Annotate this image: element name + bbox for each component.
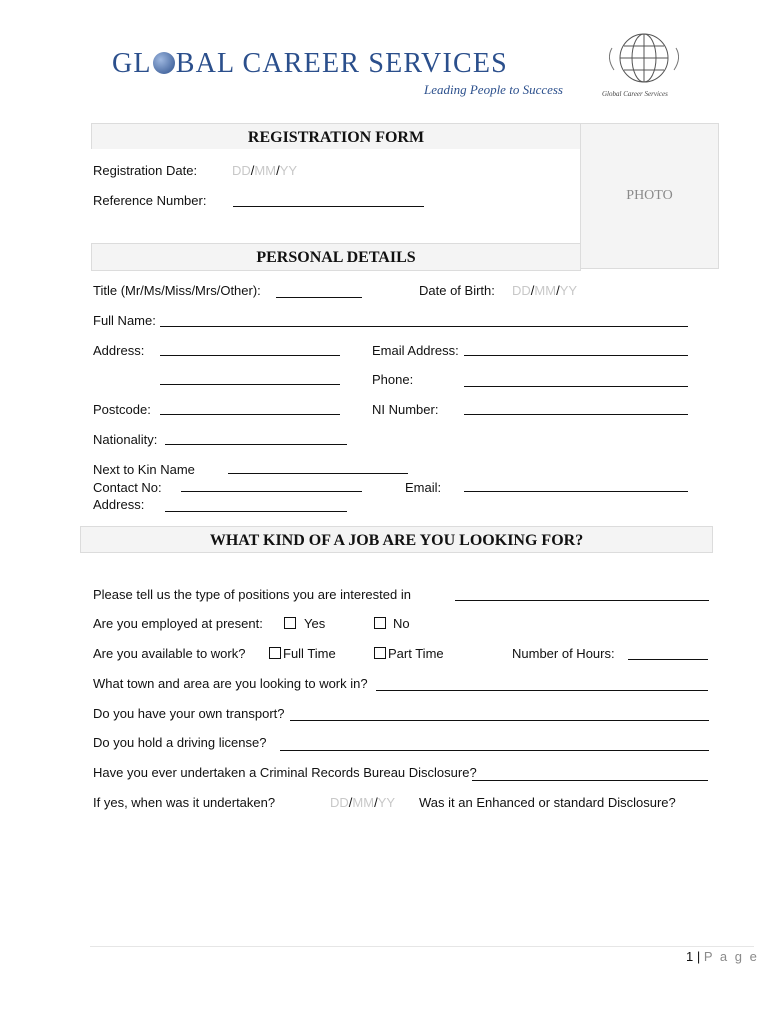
email-address-label: Email Address: bbox=[372, 343, 459, 358]
disclosure-date-question: If yes, when was it undertaken? bbox=[93, 795, 276, 810]
next-of-kin-name-label: Next to Kin Name bbox=[93, 462, 195, 477]
phone-label: Phone: bbox=[372, 372, 414, 387]
contact-number-label: Contact No: bbox=[93, 480, 162, 495]
ni-number-label: NI Number: bbox=[372, 402, 439, 417]
work-town-field[interactable] bbox=[376, 690, 708, 691]
photo-label: PHOTO bbox=[626, 188, 673, 203]
date-of-birth-field[interactable]: DD/MM/YY bbox=[512, 283, 578, 298]
kin-address-label: Address: bbox=[93, 497, 145, 512]
personal-details-title: PERSONAL DETAILS bbox=[256, 249, 416, 266]
address-line-1-field[interactable] bbox=[160, 355, 340, 356]
logo-caption: Global Career Services bbox=[602, 90, 668, 98]
part-time-checkbox[interactable] bbox=[374, 647, 386, 659]
employed-no-checkbox[interactable] bbox=[374, 617, 386, 629]
page-number: 1 | P a g e bbox=[686, 949, 759, 964]
availability-question: Are you available to work? bbox=[93, 646, 246, 661]
full-name-field[interactable] bbox=[160, 326, 688, 327]
address-label: Address: bbox=[93, 343, 145, 358]
employed-question: Are you employed at present: bbox=[93, 616, 263, 631]
crb-disclosure-question: Have you ever undertaken a Criminal Records Bureau Disclosure? bbox=[93, 765, 477, 780]
driving-license-question: Do you hold a driving license? bbox=[93, 735, 267, 750]
hours-label: Number of Hours: bbox=[512, 646, 615, 661]
title-label: Title (Mr/Ms/Miss/Mrs/Other): bbox=[93, 283, 261, 298]
full-time-label: Full Time bbox=[283, 646, 336, 661]
registration-form-header bbox=[91, 123, 581, 151]
disclosure-date-field[interactable]: DD/MM/YY bbox=[330, 795, 396, 810]
full-time-checkbox[interactable] bbox=[269, 647, 281, 659]
employed-yes-checkbox[interactable] bbox=[284, 617, 296, 629]
next-of-kin-name-field[interactable] bbox=[228, 473, 408, 474]
employed-no-label: No bbox=[393, 616, 410, 631]
postcode-label: Postcode: bbox=[93, 402, 151, 417]
registration-date-field[interactable]: DD/MM/YY bbox=[232, 163, 298, 178]
brand-name: GL BAL CAREER SERVICES bbox=[112, 48, 508, 79]
work-town-question: What town and area are you looking to work in? bbox=[93, 676, 368, 691]
address-line-2-field[interactable] bbox=[160, 384, 340, 385]
brand-tagline: Leading People to Success bbox=[424, 82, 563, 97]
date-of-birth-label: Date of Birth: bbox=[419, 283, 495, 298]
postcode-field[interactable] bbox=[160, 414, 340, 415]
transport-question: Do you have your own transport? bbox=[93, 706, 285, 721]
title-field[interactable] bbox=[276, 297, 362, 298]
email-address-field[interactable] bbox=[464, 355, 688, 356]
globe-logo-icon bbox=[598, 26, 690, 98]
kin-address-field[interactable] bbox=[165, 511, 347, 512]
positions-question: Please tell us the type of positions you are interested in bbox=[93, 587, 411, 602]
disclosure-type-question: Was it an Enhanced or standard Disclosure? bbox=[419, 795, 676, 810]
part-time-label: Part Time bbox=[388, 646, 444, 661]
transport-field[interactable] bbox=[290, 720, 709, 721]
nationality-label: Nationality: bbox=[93, 432, 158, 447]
registration-form-title: REGISTRATION FORM bbox=[247, 129, 425, 146]
ni-number-field[interactable] bbox=[464, 414, 688, 415]
job-section-header bbox=[80, 526, 713, 553]
reference-number-field[interactable] bbox=[233, 206, 424, 207]
reference-number-label: Reference Number: bbox=[93, 193, 207, 208]
registration-date-label: Registration Date: bbox=[93, 163, 198, 178]
photo-box[interactable] bbox=[580, 123, 719, 269]
globe-icon bbox=[153, 52, 175, 74]
full-name-label: Full Name: bbox=[93, 313, 156, 328]
kin-email-label: Email: bbox=[405, 480, 442, 495]
job-section-title: WHAT KIND OF A JOB ARE YOU LOOKING FOR? bbox=[209, 532, 584, 549]
hours-field[interactable] bbox=[628, 659, 708, 660]
personal-details-header bbox=[91, 243, 581, 271]
positions-field[interactable] bbox=[455, 600, 709, 601]
kin-email-field[interactable] bbox=[464, 491, 688, 492]
driving-license-field[interactable] bbox=[280, 750, 709, 751]
footer-rule bbox=[90, 946, 754, 947]
employed-yes-label: Yes bbox=[304, 616, 326, 631]
contact-number-field[interactable] bbox=[181, 491, 362, 492]
crb-disclosure-field[interactable] bbox=[472, 780, 708, 781]
phone-field[interactable] bbox=[464, 386, 688, 387]
nationality-field[interactable] bbox=[165, 444, 347, 445]
